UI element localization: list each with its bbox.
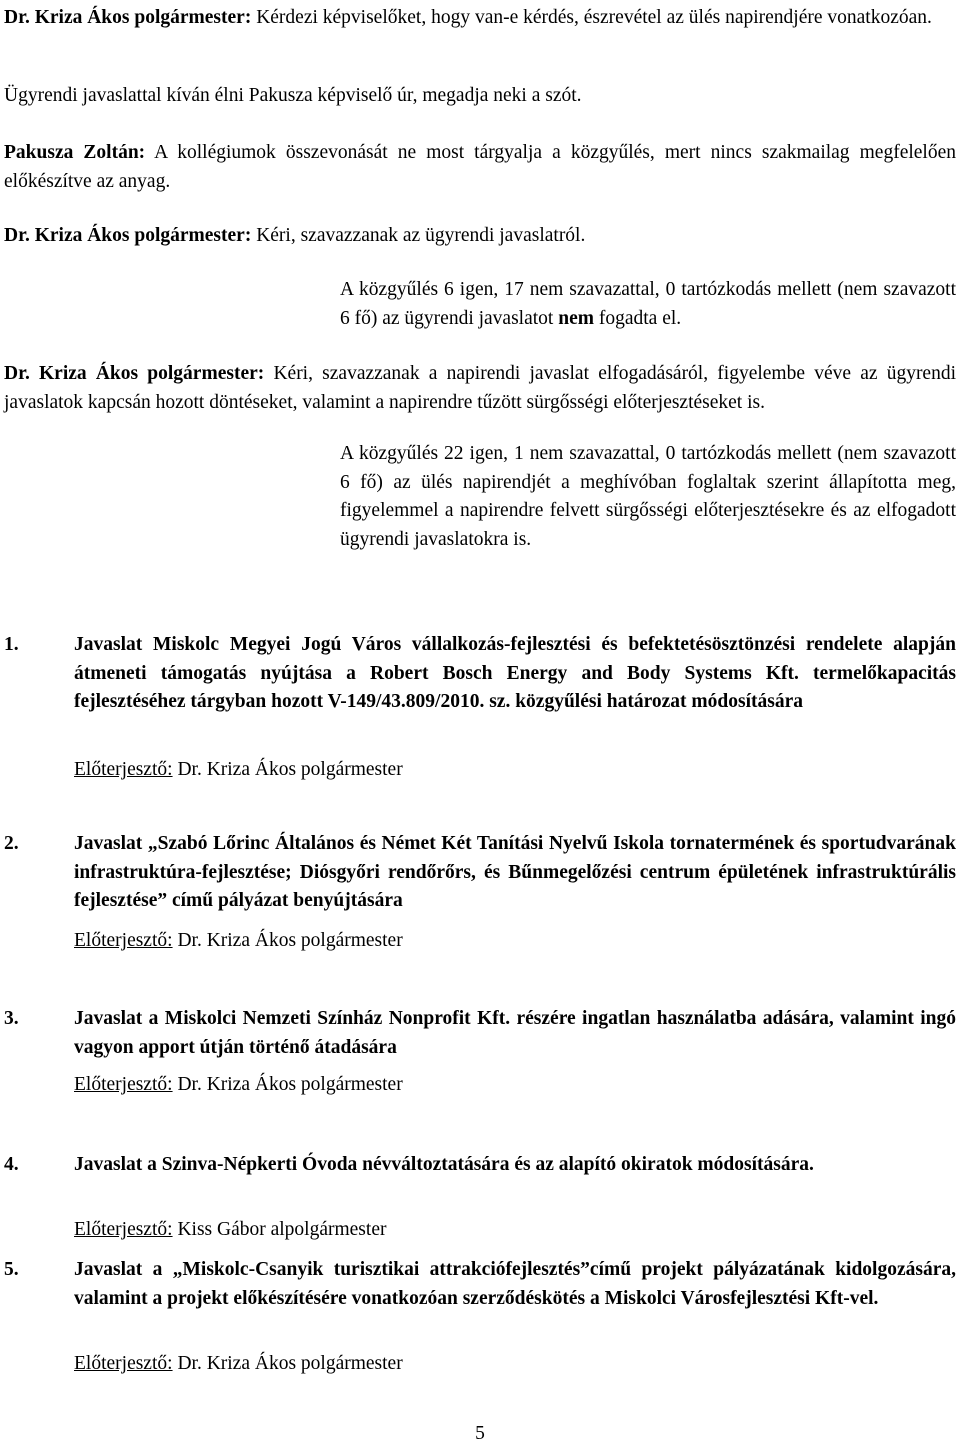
vote-text: A közgyűlés 22 igen, 1 nem szavazattal, 0 tartózkodás mellett (nem szavazott 6 fő) az ülés napirendjét a meghívóban foglaltak szerint állapította meg, figyelemmel a napirendre felvett sürgősségi előterjesztésekre és az elfogadott ügyrendi javaslatokra is. [340, 443, 956, 550]
page-number: 5 [475, 1423, 485, 1444]
paragraph-pakusza [4, 139, 956, 196]
paragraph-text: A kollégiumok összevonását ne most tárgyalja a közgyűlés, mert nincs szakmailag megfelelően előkészítve az anyag. [4, 142, 956, 192]
item-number: 3. [4, 1008, 19, 1029]
agenda-item [4, 631, 956, 717]
item-presenter [74, 927, 403, 956]
presenter-name: Dr. Kriza Ákos polgármester [172, 759, 403, 780]
paragraph-mayor-vote-request [4, 222, 956, 251]
vote-emphasis: nem [558, 307, 594, 329]
item-number: 5. [4, 1259, 19, 1280]
item-presenter [74, 1350, 403, 1379]
item-title: Javaslat a „Miskolc-Csanyik turisztikai attrakciófejlesztés”című projekt pályázatának kidolgozására, valamint a projekt előkészítésére vonatkozóan szerződéskötés a Miskolci Városfejlesztési Kft-vel. [74, 1259, 956, 1309]
presenter-name: Dr. Kriza Ákos polgármester [172, 1353, 403, 1374]
item-title: Javaslat a Szinva-Népkerti Óvoda névváltoztatására és az alapító okiratok módosítására. [74, 1154, 814, 1175]
presenter-label: Előterjesztő: [74, 759, 173, 780]
item-presenter [74, 1216, 386, 1245]
paragraph-text: Kéri, szavazzanak az ügyrendi javaslatról. [251, 225, 586, 246]
vote-result-1 [340, 276, 956, 333]
vote-text: A közgyűlés 6 igen, 17 nem szavazattal, 0 tartózkodás mellett (nem szavazott 6 fő) az ügyrendi javaslatot [340, 279, 956, 329]
presenter-name: Dr. Kriza Ákos polgármester [172, 1074, 403, 1095]
paragraph-mayor-agenda [4, 360, 956, 417]
item-title: Javaslat a Miskolci Nemzeti Színház Nonprofit Kft. részére ingatlan használatba adására, valamint ingó vagyon apport útján történő átadására [74, 1008, 956, 1058]
presenter-label: Előterjesztő: [74, 1353, 173, 1374]
speaker-name: Dr. Kriza Ákos polgármester: [4, 7, 252, 28]
agenda-item [4, 1256, 956, 1313]
paragraph-text: Ügyrendi javaslattal kíván élni Pakusza képviselő úr, megadja neki a szót. [4, 85, 582, 106]
paragraph-mayor-question [4, 4, 956, 33]
presenter-label: Előterjesztő: [74, 1219, 173, 1240]
agenda-item [4, 830, 956, 916]
presenter-name: Kiss Gábor alpolgármester [172, 1219, 387, 1240]
speaker-name: Pakusza Zoltán: [4, 142, 146, 163]
item-title: Javaslat Miskolc Megyei Jogú Város vállalkozás-fejlesztési és befektetésösztönzési rendelete alapján átmeneti támogatás nyújtása a Robert Bosch Energy and Body Systems Kft. termelőkapacitás fejlesztéséhez tárgyban hozott V-149/43.809/2010. sz. közgyűlési határozat módosítására [74, 634, 956, 712]
presenter-label: Előterjesztő: [74, 930, 173, 951]
vote-text: fogadta el. [593, 307, 682, 329]
paragraph-text: Kérdezi képviselőket, hogy van-e kérdés, észrevétel az ülés napirendjére vonatkozóan. [251, 7, 932, 28]
item-presenter [74, 756, 403, 785]
paragraph-text: Kéri, szavazzanak a napirendi javaslat elfogadásáról, figyelembe véve az ügyrendi javaslatok kapcsán hozott döntéseket, valamint a napirendre tűzött sürgősségi előterjesztéseket is. [4, 363, 957, 413]
item-number: 4. [4, 1154, 19, 1175]
item-number: 1. [4, 634, 19, 655]
item-title: Javaslat „Szabó Lőrinc Általános és Német Két Tanítási Nyelvű Iskola tornatermének és sportudvarának infrastruktúra-fejlesztése; Diósgyőri rendőrőrs, és Bűnmegelőzési centrum épületének infrastruktúrális fejlesztése” című pályázat benyújtására [74, 833, 956, 911]
speaker-name: Dr. Kriza Ákos polgármester: [4, 363, 265, 384]
paragraph-procedural-proposal [4, 82, 956, 111]
agenda-item [4, 1005, 956, 1062]
speaker-name: Dr. Kriza Ákos polgármester: [4, 225, 252, 246]
presenter-name: Dr. Kriza Ákos polgármester [172, 930, 403, 951]
presenter-label: Előterjesztő: [74, 1074, 173, 1095]
item-number: 2. [4, 833, 19, 854]
agenda-item [4, 1151, 956, 1180]
vote-result-2 [340, 440, 956, 554]
item-presenter [74, 1071, 403, 1100]
